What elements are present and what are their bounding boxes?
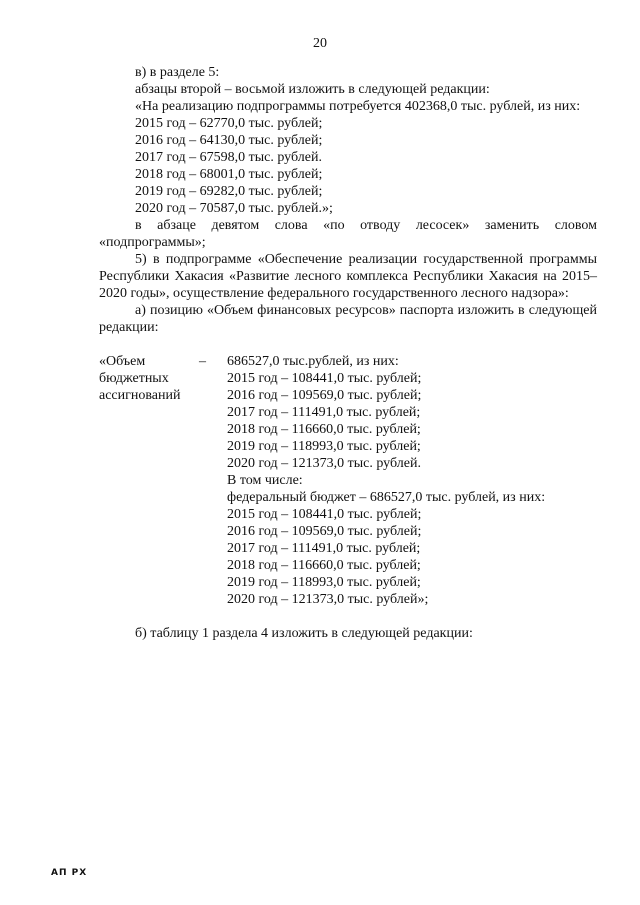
- year-line: 2018 год – 68001,0 тыс. рублей;: [135, 167, 323, 182]
- funding-year-line: 2020 год – 121373,0 тыс. рублей»;: [227, 592, 429, 607]
- year-line: 2017 год – 67598,0 тыс. рублей.: [135, 150, 322, 165]
- funding-label: [99, 353, 199, 608]
- funding-year-line: 2019 год – 118993,0 тыс. рублей;: [227, 439, 421, 454]
- year-line: 2015 год – 62770,0 тыс. рублей;: [135, 116, 323, 131]
- paragraph-gap: [99, 608, 597, 625]
- page-number: 20: [313, 36, 327, 51]
- section-v-header: в) в разделе 5:: [135, 65, 220, 80]
- item-b-paragraph: б) таблицу 1 раздела 4 изложить в следующей редакции:: [135, 626, 473, 641]
- funding-year-line: 2017 год – 111491,0 тыс. рублей;: [227, 541, 421, 556]
- funding-federal-total: федеральный бюджет – 686527,0 тыс. рублей, из них:: [227, 490, 546, 505]
- replace-instruction: в абзаце девятом слова «по отводу лесосек» заменить словом: [135, 218, 597, 233]
- funding-year-line: 2019 год – 118993,0 тыс. рублей;: [227, 575, 421, 590]
- funding-lines: [227, 353, 597, 608]
- funding-year-line: 2017 год – 111491,0 тыс. рублей;: [227, 405, 421, 420]
- funding-block: [99, 353, 597, 608]
- year-line: 2019 год – 69282,0 тыс. рублей;: [135, 184, 323, 199]
- funding-year-line: 2016 год – 109569,0 тыс. рублей;: [227, 524, 422, 539]
- funding-year-line: 2016 год – 109569,0 тыс. рублей;: [227, 388, 422, 403]
- funding-year-line: 2018 год – 116660,0 тыс. рублей;: [227, 422, 421, 437]
- section-v-subheader: абзацы второй – восьмой изложить в следующей редакции:: [135, 82, 490, 97]
- funding-label-line: ассигнований: [99, 388, 181, 403]
- replace-instruction-end: «подпрограммы»;: [99, 235, 206, 250]
- document-body: [99, 64, 597, 642]
- funding-year-line: 2015 год – 108441,0 тыс. рублей;: [227, 371, 422, 386]
- footer-mark: АП РХ: [51, 868, 88, 878]
- funding-year-line: 2015 год – 108441,0 тыс. рублей;: [227, 507, 422, 522]
- item-a-paragraph: а) позицию «Объем финансовых ресурсов» паспорта изложить в следующей редакции:: [99, 303, 597, 335]
- year-line: 2016 год – 64130,0 тыс. рублей;: [135, 133, 323, 148]
- section-v-years-list: [99, 115, 597, 217]
- funding-subheading: В том числе:: [227, 473, 303, 488]
- item-5-paragraph: 5) в подпрограмме «Обеспечение реализации государственной программы Республики Хакасия «Развитие лесного комплекса Республики Хакасия на 2015–2020 годы», осуществление федерального государственного лесного надзора»:: [99, 252, 597, 301]
- funding-year-line: 2018 год – 116660,0 тыс. рублей;: [227, 558, 421, 573]
- funding-dash: –: [199, 354, 206, 369]
- funding-year-line: 2020 год – 121373,0 тыс. рублей.: [227, 456, 421, 471]
- funding-total: 686527,0 тыс.рублей, из них:: [227, 354, 399, 369]
- funding-label-line: бюджетных: [99, 371, 169, 386]
- year-line: 2020 год – 70587,0 тыс. рублей.»;: [135, 201, 333, 216]
- section-v-intro: «На реализацию подпрограммы потребуется 402368,0 тыс. рублей, из них:: [135, 99, 581, 114]
- funding-label-line: «Объем: [99, 354, 146, 369]
